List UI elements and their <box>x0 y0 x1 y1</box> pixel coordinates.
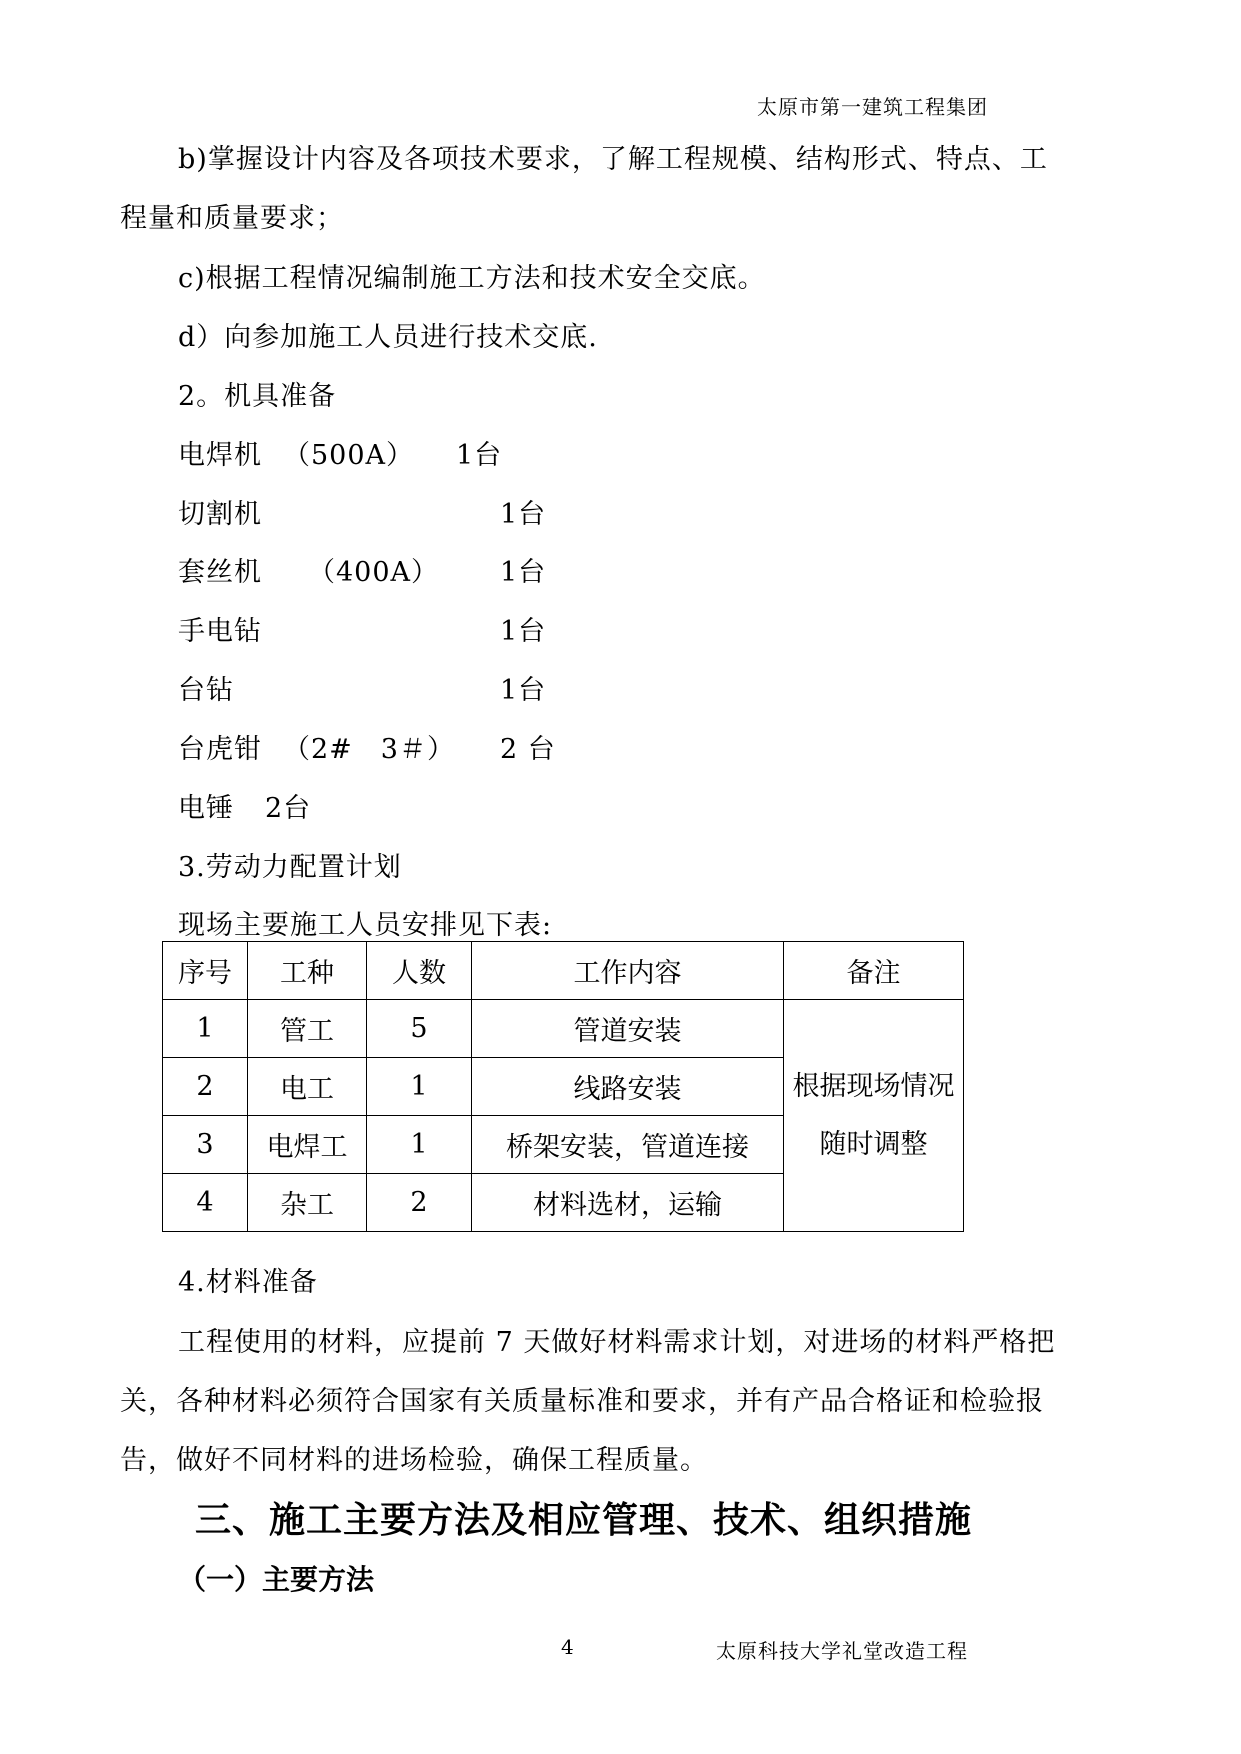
column-header: 工种 <box>248 942 367 1000</box>
labor-table <box>162 941 964 1232</box>
equipment-qty: 1台 <box>456 440 503 471</box>
cell-count: 1 <box>367 1116 472 1174</box>
equipment-spec: （500A） <box>283 440 415 471</box>
subsection-title: （一）主要方法 <box>178 1563 375 1596</box>
page-number: 4 <box>561 1635 575 1659</box>
section-heading-equipment: 2。机具准备 <box>178 381 337 412</box>
cell-trade: 电焊工 <box>248 1116 367 1174</box>
column-header: 人数 <box>367 942 472 1000</box>
equipment-name: 电锤 <box>178 793 234 824</box>
equipment-name: 台虎钳 <box>178 734 262 765</box>
cell-trade: 电工 <box>248 1058 367 1116</box>
equipment-qty: 1台 <box>500 499 547 530</box>
cell-no: 2 <box>163 1058 248 1116</box>
equipment-name: 电焊机 <box>178 440 262 471</box>
section-title: 三、施工主要方法及相应管理、技术、组织措施 <box>195 1500 973 1541</box>
column-header: 备注 <box>784 942 964 1000</box>
equipment-name: 台钻 <box>178 675 234 706</box>
paragraph-b-line2: 程量和质量要求； <box>120 203 344 234</box>
cell-count: 1 <box>367 1058 472 1116</box>
cell-no: 4 <box>163 1174 248 1232</box>
table-row <box>163 1000 964 1058</box>
equipment-qty: 2 台 <box>500 734 556 765</box>
materials-line1: 工程使用的材料，应提前 7 天做好材料需求计划，对进场的材料严格把 <box>178 1327 1056 1358</box>
materials-line2: 关，各种材料必须符合国家有关质量标准和要求，并有产品合格证和检验报 <box>120 1386 1044 1417</box>
column-header: 序号 <box>163 942 248 1000</box>
equipment-qty: 2台 <box>265 793 312 824</box>
paragraph-b-line1: b)掌握设计内容及各项技术要求，了解工程规模、结构形式、特点、工 <box>178 144 1048 175</box>
cell-work: 桥架安装，管道连接 <box>472 1116 784 1174</box>
column-header: 工作内容 <box>472 942 784 1000</box>
cell-trade: 管工 <box>248 1000 367 1058</box>
equipment-name: 手电钻 <box>178 616 262 647</box>
section-heading-labor: 3.劳动力配置计划 <box>178 852 402 883</box>
equipment-spec: （2# 3＃） <box>283 734 455 765</box>
equipment-qty: 1台 <box>500 675 547 706</box>
cell-work: 管道安装 <box>472 1000 784 1058</box>
equipment-spec: （400A） <box>308 557 440 588</box>
paragraph-d: d）向参加施工人员进行技术交底. <box>178 322 598 353</box>
equipment-qty: 1台 <box>500 557 547 588</box>
equipment-name: 套丝机 <box>178 557 262 588</box>
cell-work: 材料选材，运输 <box>472 1174 784 1232</box>
section-heading-materials: 4.材料准备 <box>178 1267 318 1298</box>
cell-count: 2 <box>367 1174 472 1232</box>
cell-work: 线路安装 <box>472 1058 784 1116</box>
equipment-qty: 1台 <box>500 616 547 647</box>
cell-remark: 根据现场情况随时调整 <box>784 1000 964 1232</box>
materials-line3: 告，做好不同材料的进场检验，确保工程质量。 <box>120 1445 708 1476</box>
paragraph-c: c)根据工程情况编制施工方法和技术安全交底。 <box>178 263 766 294</box>
footer-project: 太原科技大学礼堂改造工程 <box>716 1639 968 1663</box>
cell-no: 3 <box>163 1116 248 1174</box>
cell-count: 5 <box>367 1000 472 1058</box>
cell-trade: 杂工 <box>248 1174 367 1232</box>
equipment-name: 切割机 <box>178 499 262 530</box>
page-header-company: 太原市第一建筑工程集团 <box>757 95 988 119</box>
table-header-row <box>163 942 964 1000</box>
cell-no: 1 <box>163 1000 248 1058</box>
labor-intro: 现场主要施工人员安排见下表: <box>178 910 553 941</box>
